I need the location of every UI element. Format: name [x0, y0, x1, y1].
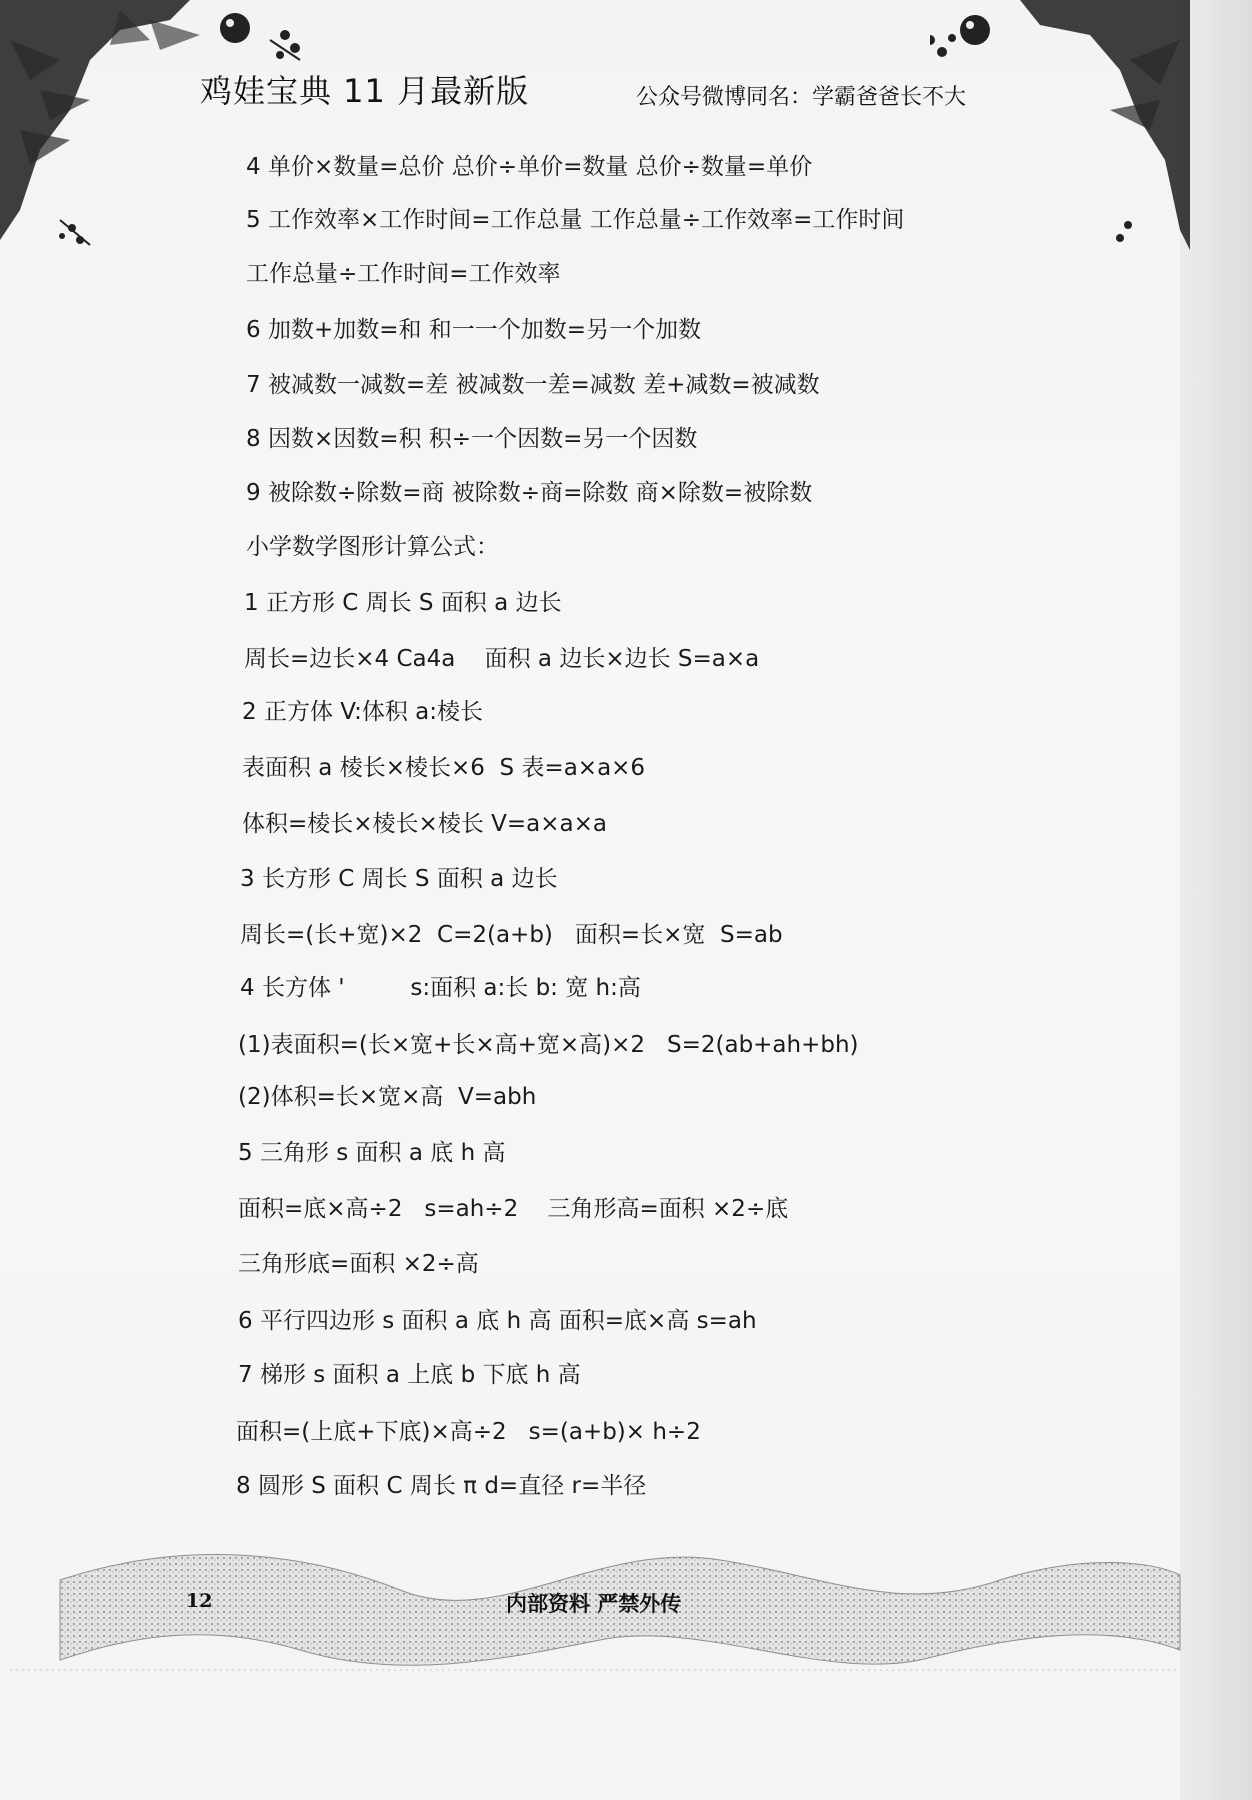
formula-line: 6 平行四边形 s 面积 a 底 h 高 面积=底×高 s=ah — [238, 1308, 757, 1334]
formula-line: 6 加数+加数=和 和一一个加数=另一个加数 — [246, 317, 702, 343]
formula-line: (1)表面积=(长×宽+长×高+宽×高)×2 S=2(ab+ah+bh) — [238, 1032, 859, 1058]
formula-line: (2)体积=长×宽×高 V=abh — [238, 1084, 537, 1110]
formula-line: 2 正方体 V:体积 a:棱长 — [242, 699, 484, 725]
formula-line: 7 梯形 s 面积 a 上底 b 下底 h 高 — [238, 1362, 581, 1388]
formula-line: 9 被除数÷除数=商 被除数÷商=除数 商×除数=被除数 — [246, 480, 813, 506]
formula-line: 5 三角形 s 面积 a 底 h 高 — [238, 1140, 506, 1166]
formula-line: 7 被减数一减数=差 被减数一差=减数 差+减数=被减数 — [246, 372, 820, 398]
pine-branch-right-decoration — [930, 0, 1190, 260]
header-social-handle: 公众号微博同名：学霸爸爸长不大 — [636, 85, 967, 110]
formula-line: 面积=底×高÷2 s=ah÷2 三角形高=面积 ×2÷底 — [238, 1196, 789, 1222]
page-number: 12 — [186, 1590, 213, 1612]
section-heading: 小学数学图形计算公式： — [246, 534, 499, 560]
formula-line: 周长=(长+宽)×2 C=2(a+b) 面积=长×宽 S=ab — [240, 922, 783, 948]
formula-line: 表面积 a 棱长×棱长×6 S 表=a×a×6 — [242, 755, 646, 781]
formula-line: 面积=(上底+下底)×高÷2 s=(a+b)× h÷2 — [236, 1419, 701, 1445]
formula-line: 工作总量÷工作时间=工作效率 — [246, 261, 561, 287]
formula-line: 体积=棱长×棱长×棱长 V=a×a×a — [242, 811, 607, 837]
formula-line: 5 工作效率×工作时间=工作总量 工作总量÷工作效率=工作时间 — [246, 207, 905, 233]
formula-line: 8 因数×因数=积 积÷一个因数=另一个因数 — [246, 426, 698, 452]
formula-line: 4 单价×数量=总价 总价÷单价=数量 总价÷数量=单价 — [246, 154, 813, 180]
footer-notice: 内部资料 严禁外传 — [506, 1592, 682, 1616]
formula-line: 三角形底=面积 ×2÷高 — [238, 1251, 479, 1277]
formula-line: 8 圆形 S 面积 C 周长 π d=直径 r=半径 — [236, 1473, 647, 1499]
formula-line: 周长=边长×4 Ca4a 面积 a 边长×边长 S=a×a — [244, 646, 760, 672]
formula-line: 3 长方形 C 周长 S 面积 a 边长 — [240, 866, 558, 892]
formula-line: 4 长方体 ' s:面积 a:长 b: 宽 h:高 — [240, 975, 641, 1001]
formula-line: 1 正方形 C 周长 S 面积 a 边长 — [244, 590, 562, 616]
header-title: 鸡娃宝典 11 月最新版 — [200, 72, 530, 110]
